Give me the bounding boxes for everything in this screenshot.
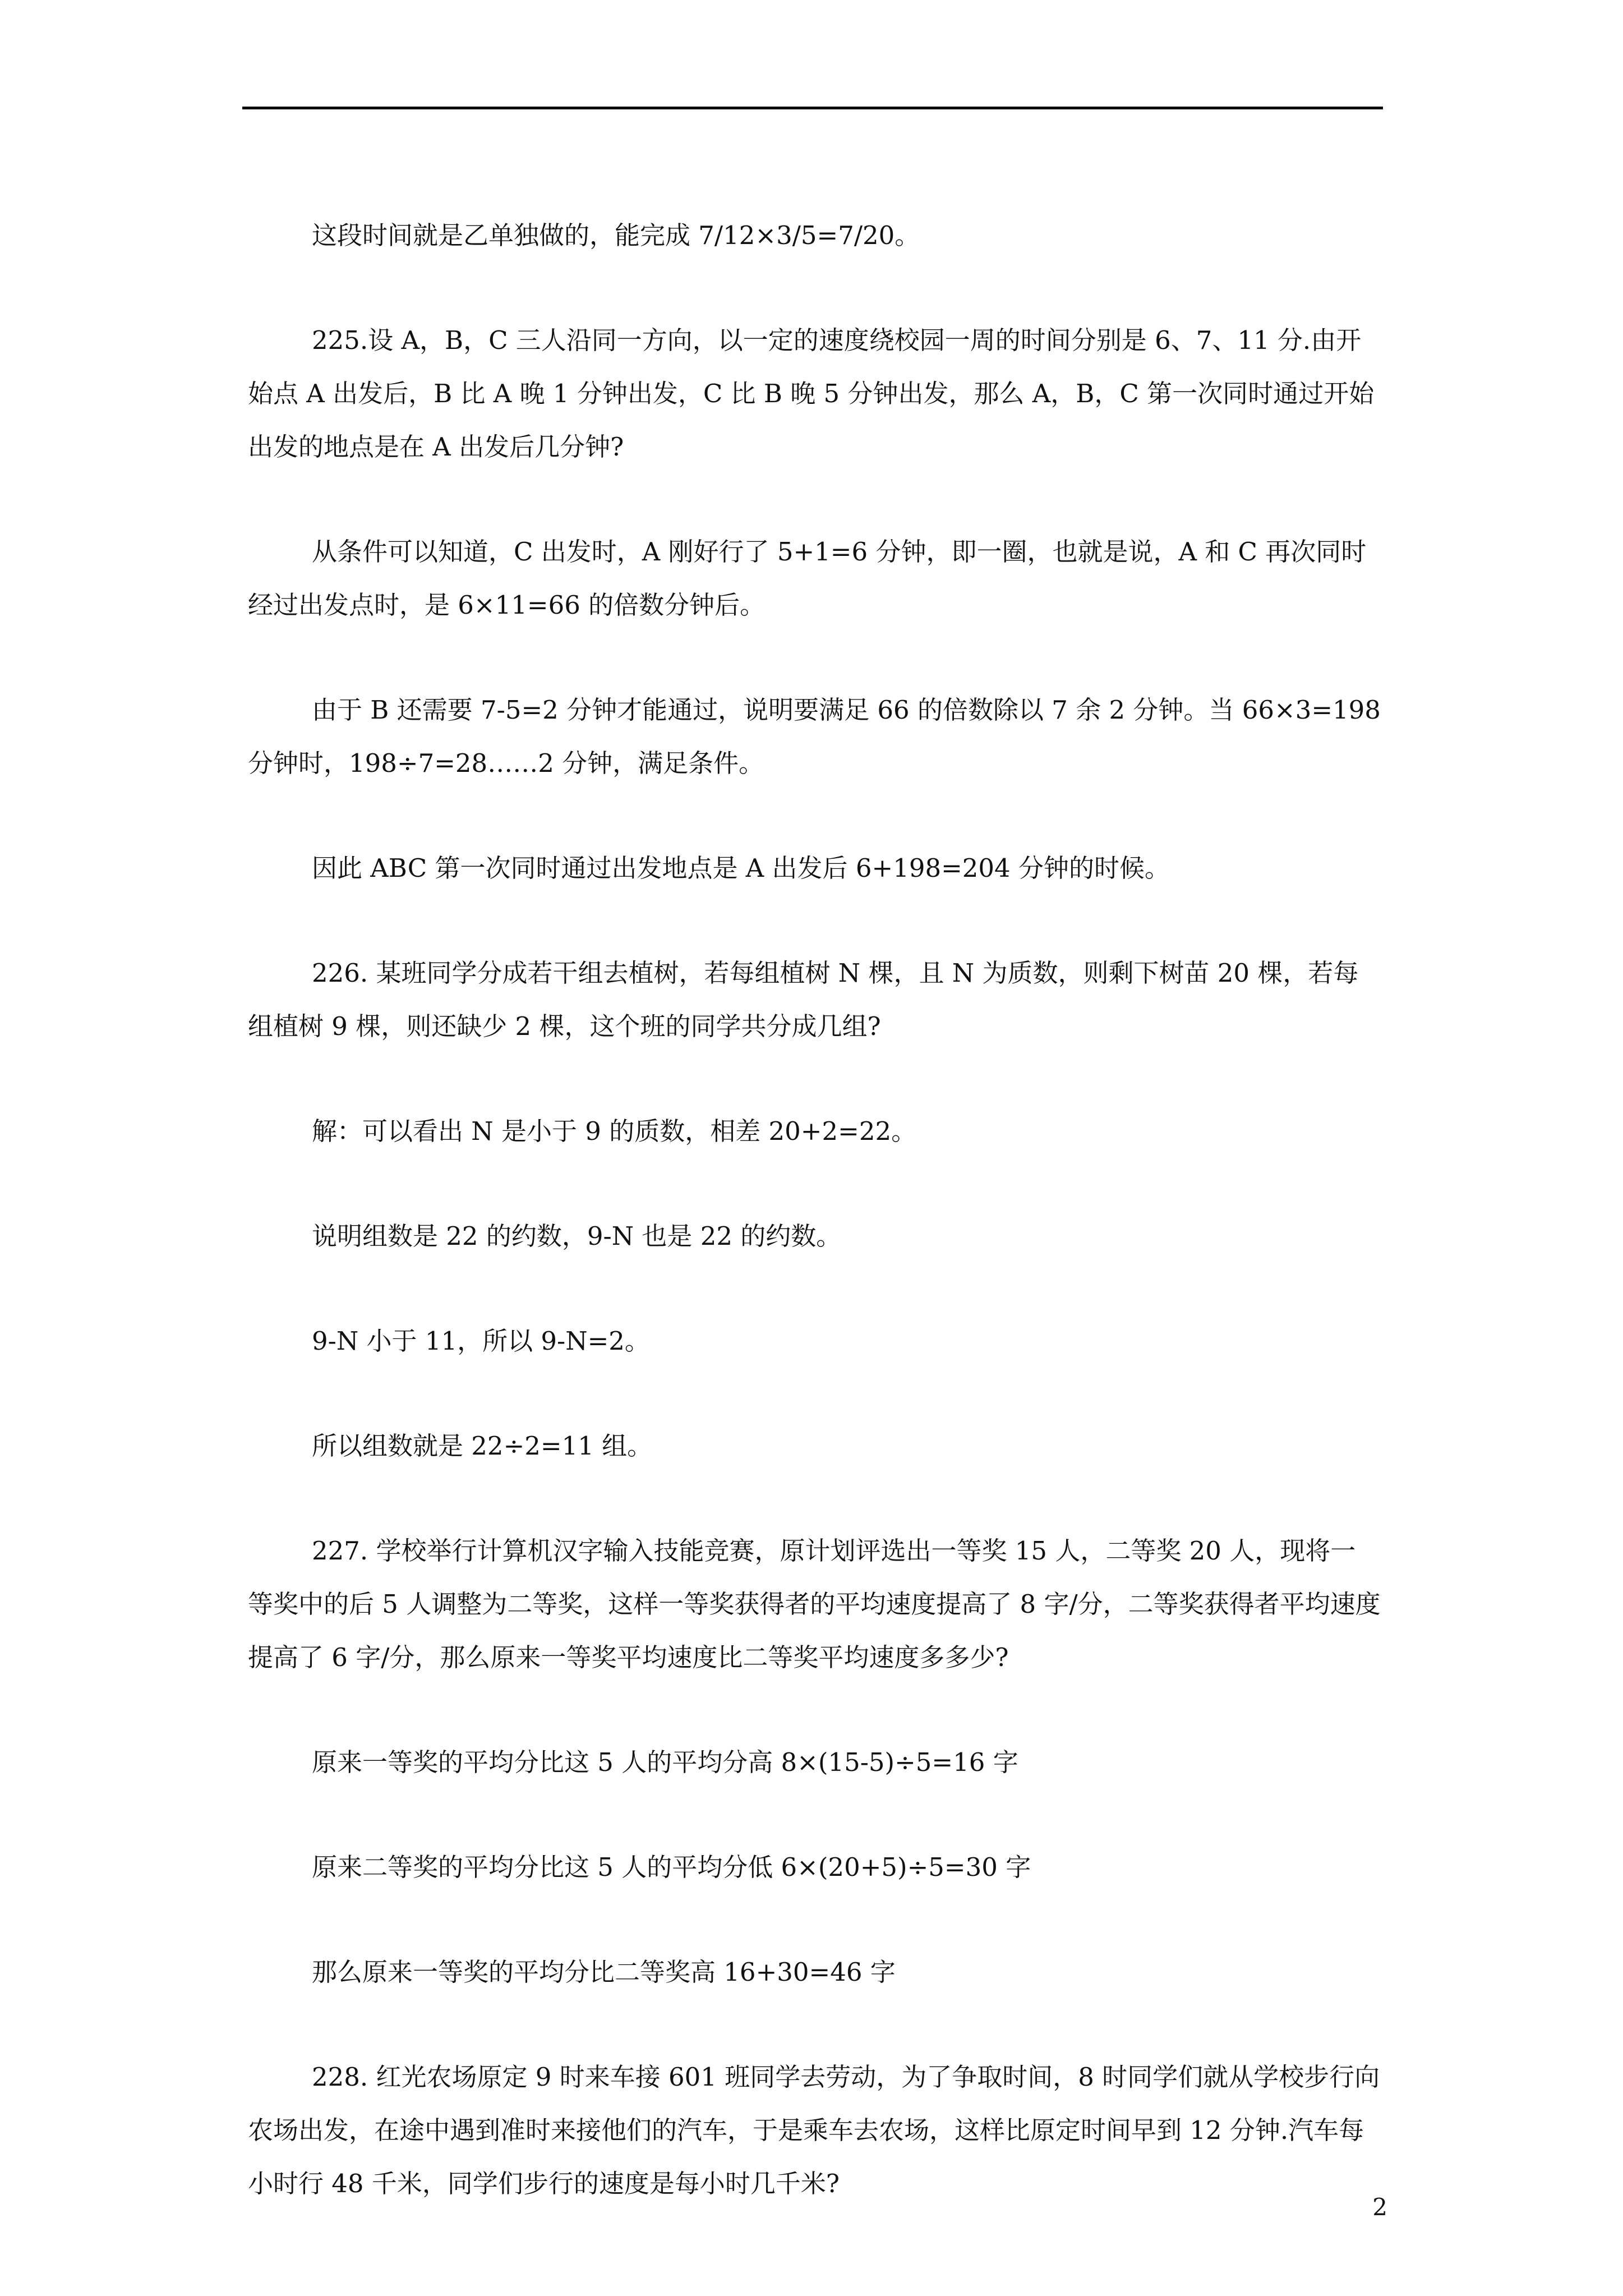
paragraph-13: 原来二等奖的平均分比这 5 人的平均分低 6×(20+5)÷5=30 字: [312, 1852, 1031, 1882]
paragraph-12: 原来一等奖的平均分比这 5 人的平均分高 8×(15-5)÷5=16 字: [312, 1747, 1018, 1777]
page-number: 2: [1372, 2193, 1387, 2221]
paragraph-1: 这段时间就是乙单独做的，能完成 7/12×3/5=7/20。: [312, 220, 920, 250]
paragraph-8: 说明组数是 22 的约数，9-N 也是 22 的约数。: [312, 1221, 842, 1251]
paragraph-9: 9-N 小于 11，所以 9-N=2。: [312, 1326, 650, 1356]
paragraph-11: 227. 学校举行计算机汉字输入技能竞赛，原计划评选出一等奖 15 人，二等奖 20 人，现将一等奖中的后 5 人调整为二等奖，这样一等奖获得者的平均速度提高了 8 字/分，二等奖获得者平均速度提高了 6 字/分，那么原来一等奖平均速度比二等奖平均速度多多少?: [248, 1536, 1381, 1672]
paragraph-6: 226. 某班同学分成若干组去植树，若每组植树 N 棵，且 N 为质数，则剩下树苗 20 棵，若每组植树 9 棵，则还缺少 2 棵，这个班的同学共分成几组?: [248, 958, 1359, 1041]
paragraph-5: 因此 ABC 第一次同时通过出发地点是 A 出发后 6+198=204 分钟的时候。: [312, 853, 1170, 883]
paragraph-3: 从条件可以知道，C 出发时，A 刚好行了 5+1=6 分钟，即一圈，也就是说，A 和 C 再次同时经过出发点时，是 6×11=66 的倍数分钟后。: [248, 537, 1367, 620]
paragraph-7: 解：可以看出 N 是小于 9 的质数，相差 20+2=22。: [312, 1116, 917, 1146]
header-rule: [242, 107, 1383, 109]
paragraph-10: 所以组数就是 22÷2=11 组。: [312, 1431, 653, 1461]
paragraph-4: 由于 B 还需要 7-5=2 分钟才能通过，说明要满足 66 的倍数除以 7 余 2 分钟。当 66×3=198 分钟时，198÷7=28……2 分钟，满足条件。: [248, 695, 1381, 778]
document-body: [248, 209, 1381, 2262]
paragraph-14: 那么原来一等奖的平均分比二等奖高 16+30=46 字: [312, 1957, 896, 1987]
paragraph-2: 225.设 A，B，C 三人沿同一方向，以一定的速度绕校园一周的时间分别是 6、7、11 分.由开始点 A 出发后，B 比 A 晚 1 分钟出发，C 比 B 晚 5 分钟出发，那么 A，B，C 第一次同时通过开始出发的地点是在 A 出发后几分钟?: [248, 325, 1375, 462]
paragraph-15: 228. 红光农场原定 9 时来车接 601 班同学去劳动，为了争取时间，8 时同学们就从学校步行向农场出发，在途中遇到准时来接他们的汽车，于是乘车去农场，这样比原定时间早到 12 分钟.汽车每小时行 48 千米，同学们步行的速度是每小时几千米?: [248, 2062, 1380, 2198]
